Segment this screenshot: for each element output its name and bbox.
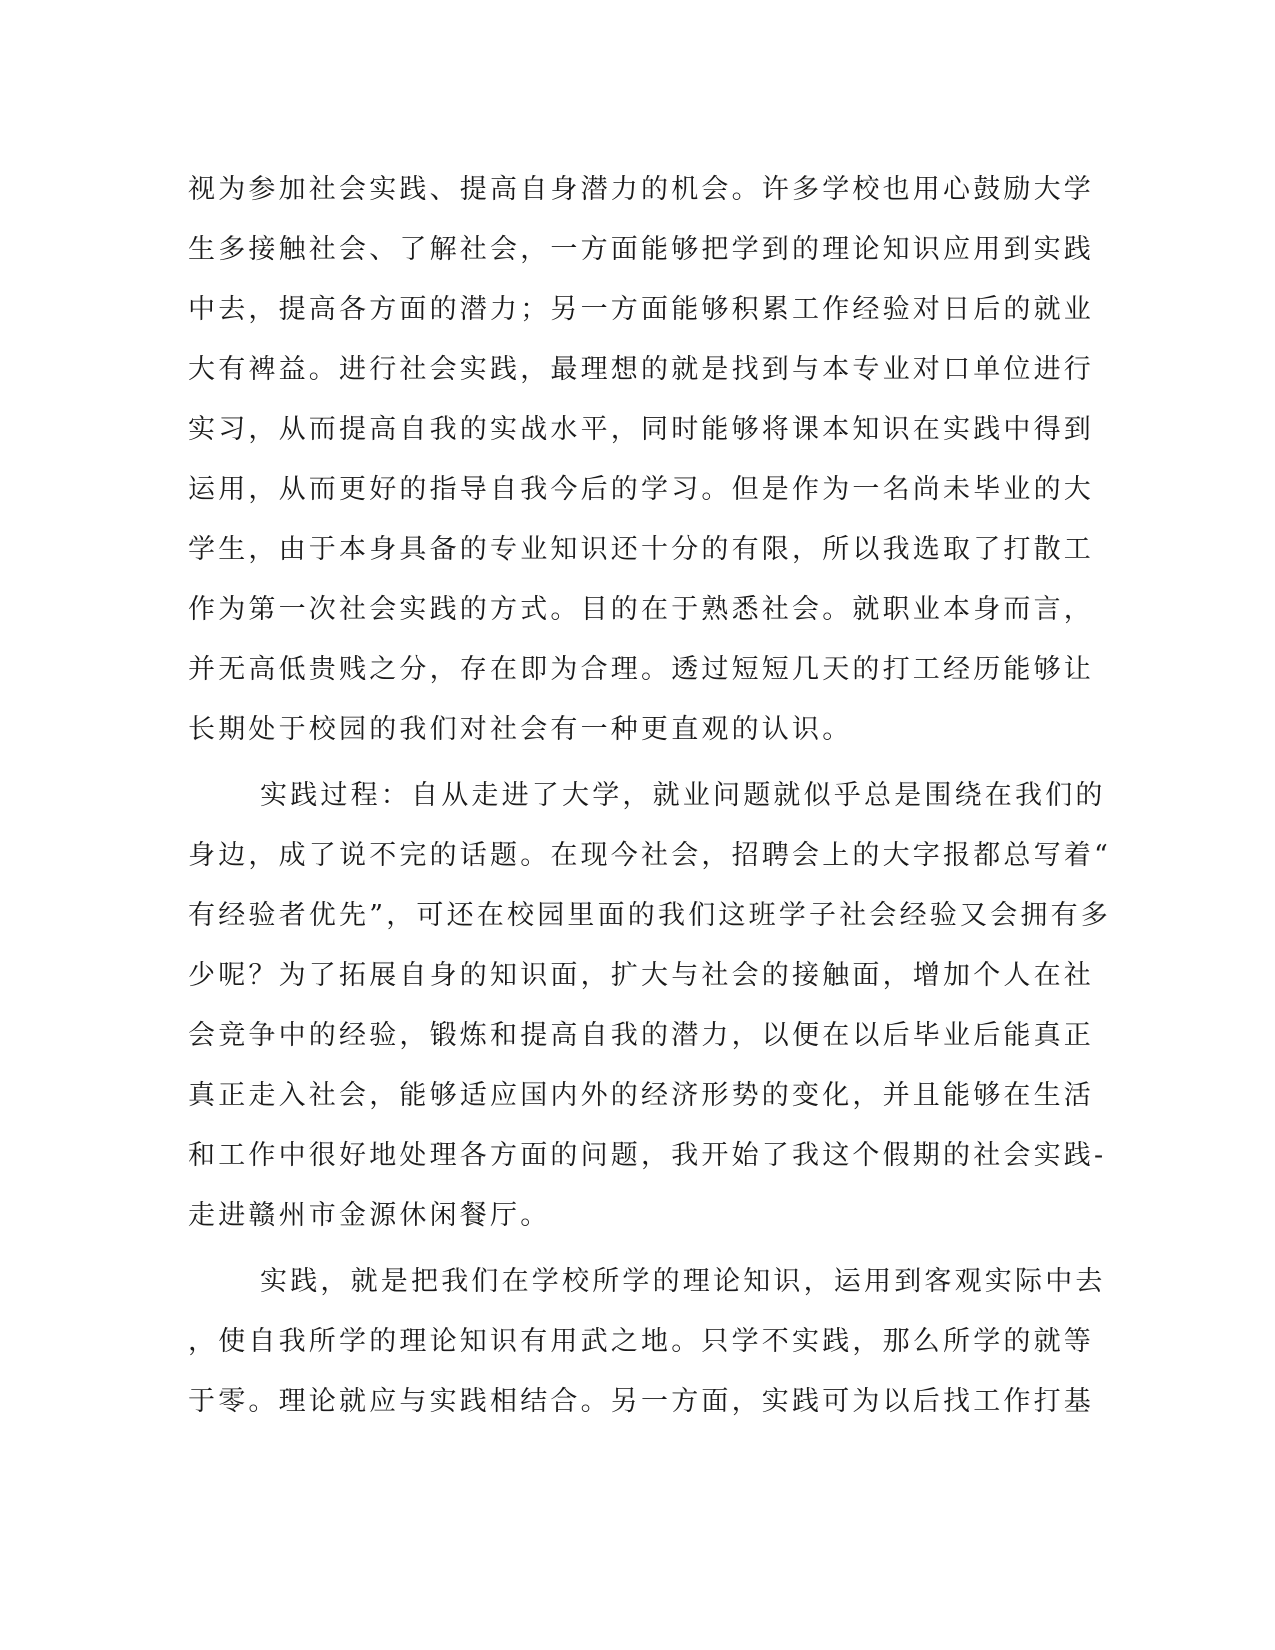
text-line: ，使自我所学的理论知识有用武之地。只学不实践，那么所学的就等 bbox=[188, 1326, 1094, 1357]
text-line: 走进赣州市金源休闲餐厅。 bbox=[188, 1200, 551, 1231]
text-line: 和工作中很好地处理各方面的问题，我开始了我这个假期的社会实践- bbox=[188, 1140, 1107, 1171]
text-line: 有经验者优先”，可还在校园里面的我们这班学子社会经验又会拥有多 bbox=[188, 900, 1112, 931]
text-line: 实践，就是把我们在学校所学的理论知识，运用到客观实际中去 bbox=[260, 1266, 1106, 1297]
text-line: 实习，从而提高自我的实战水平，同时能够将课本知识在实践中得到 bbox=[188, 414, 1094, 445]
text-line: 长期处于校园的我们对社会有一种更直观的认识。 bbox=[188, 714, 853, 745]
text-line: 视为参加社会实践、提高自身潜力的机会。许多学校也用心鼓励大学 bbox=[188, 174, 1094, 205]
text-line: 运用，从而更好的指导自我今后的学习。但是作为一名尚未毕业的大 bbox=[188, 474, 1094, 505]
paragraph bbox=[188, 160, 1094, 760]
text-line: 中去，提高各方面的潜力；另一方面能够积累工作经验对日后的就业 bbox=[188, 294, 1094, 325]
text-line: 作为第一次社会实践的方式。目的在于熟悉社会。就职业本身而言， bbox=[188, 594, 1094, 625]
paragraph bbox=[188, 1252, 1106, 1432]
text-line: 真正走入社会，能够适应国内外的经济形势的变化，并且能够在生活 bbox=[188, 1080, 1094, 1111]
text-line: 大有裨益。进行社会实践，最理想的就是找到与本专业对口单位进行 bbox=[188, 354, 1094, 385]
text-line: 学生，由于本身具备的专业知识还十分的有限，所以我选取了打散工 bbox=[188, 534, 1094, 565]
document-body bbox=[188, 160, 1112, 1432]
text-line: 少呢？为了拓展自身的知识面，扩大与社会的接触面，增加个人在社 bbox=[188, 960, 1094, 991]
text-line: 会竞争中的经验，锻炼和提高自我的潜力，以便在以后毕业后能真正 bbox=[188, 1020, 1094, 1051]
text-line: 生多接触社会、了解社会，一方面能够把学到的理论知识应用到实践 bbox=[188, 234, 1094, 265]
text-line: 实践过程：自从走进了大学，就业问题就似乎总是围绕在我们的 bbox=[260, 780, 1106, 811]
paragraph bbox=[188, 766, 1112, 1246]
text-line: 于零。理论就应与实践相结合。另一方面，实践可为以后找工作打基 bbox=[188, 1386, 1094, 1417]
text-line: 身边，成了说不完的话题。在现今社会，招聘会上的大字报都总写着“ bbox=[188, 840, 1112, 871]
text-line: 并无高低贵贱之分，存在即为合理。透过短短几天的打工经历能够让 bbox=[188, 654, 1094, 685]
